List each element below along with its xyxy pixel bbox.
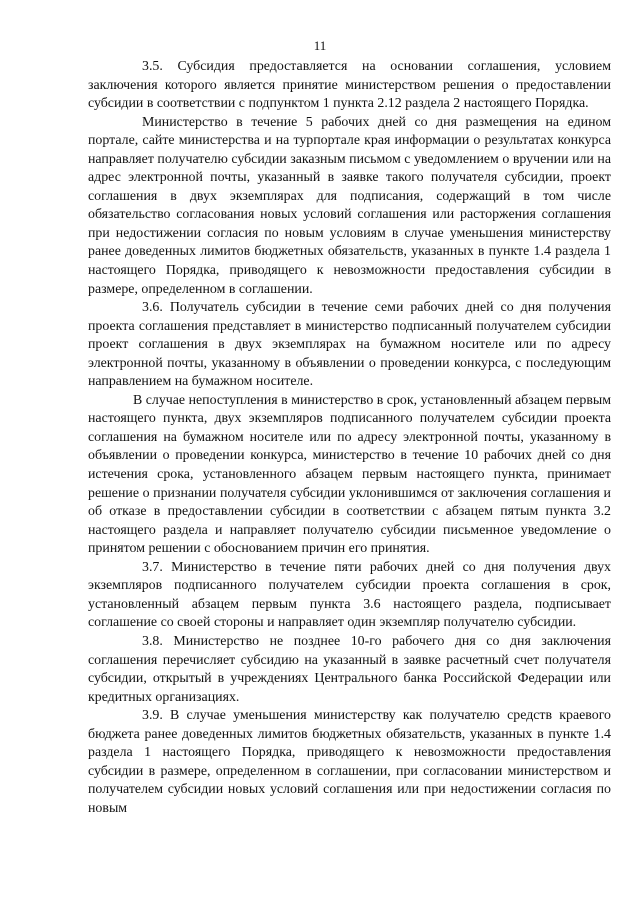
paragraph-non-receipt: В случае непоступления в министерство в срок, установленный абзацем первым настоящего пункта, двух экземпляров подписанного получателем субсидии проекта соглашения на бумажном носителе или по адресу электронной почты, указанному в объявлении о проведении конкурса, министерство в течение 10 рабочих дней со дня истечения срока, установленного абзацем первым настоящего пункта, принимает решение о признании получателя субсидии уклонившимся от заключения соглашения и об отказе в предоставлении субсидии в соответствии с абзацем пятым пункта 3.2 настоящего раздела и направляет получателю субсидии письменное уведомление о принятом решении с обоснованием причин его принятия. (88, 392, 611, 557)
paragraph-ministry-sends-agreement: Министерство в течение 5 рабочих дней со дня размещения на едином портале, сайте министерства и на турпортале края информации о результатах конкурса направляет получателю субсидии заказным письмом с уведомлением о вручении или на адрес электронной почты, указанный в заявке такого получателя субсидии, проект соглашения в двух экземплярах для подписания, содержащий в том числе обязательство согласования новых условий соглашения или расторжения соглашения при недостижении согласия по новым условиям в случае уменьшения министерству ранее доведенных лимитов бюджетных обязательств, указанных в пункте 1.4 раздела 1 настоящего Порядка, приводящего к невозможности предоставления субсидии в размере, определенном в соглашении. (88, 114, 611, 297)
paragraph-3-8: 3.8. Министерство не позднее 10-го рабочего дня со дня заключения соглашения перечисляет субсидию на указанный в заявке расчетный счет получателя субсидии, открытый в учреждениях Центрального банка Российской Федерации или кредитных организациях. (88, 633, 611, 705)
paragraph-3-5: 3.5. Субсидия предоставляется на основании соглашения, условием заключения которого является принятие министерством решения о предоставлении субсидии в соответствии с подпунктом 1 пункта 2.12 раздела 2 настоящего Порядка. (88, 59, 611, 112)
page-number: 11 (313, 38, 327, 53)
paragraph-3-7: 3.7. Министерство в течение пяти рабочих дней со дня получения двух экземпляров подписанного получателем субсидии проекта соглашения в срок, установленный абзацем первым пункта 3.6 настоящего раздела, подписывает соглашение со своей стороны и направляет один экземпляр получателю субсидии. (88, 559, 611, 631)
paragraph-3-6: 3.6. Получатель субсидии в течение семи рабочих дней со дня получения проекта соглашения представляет в министерство подписанный получателем субсидии проект соглашения в двух экземплярах на бумажном носителе или по адресу электронной почты, указанному в объявлении о проведении конкурса, с последующим направлением на бумажном носителе. (88, 300, 611, 390)
document-body (88, 58, 611, 818)
paragraph-3-9: 3.9. В случае уменьшения министерству как получателю средств краевого бюджета ранее доведенных лимитов бюджетных обязательств, указанных в пункте 1.4 раздела 1 настоящего Порядка, приводящего к невозможности предоставления субсидии в размере, определенном в соглашении, при согласовании министерством и получателем субсидии новых условий соглашения или при недостижении согласия по новым (88, 708, 611, 816)
